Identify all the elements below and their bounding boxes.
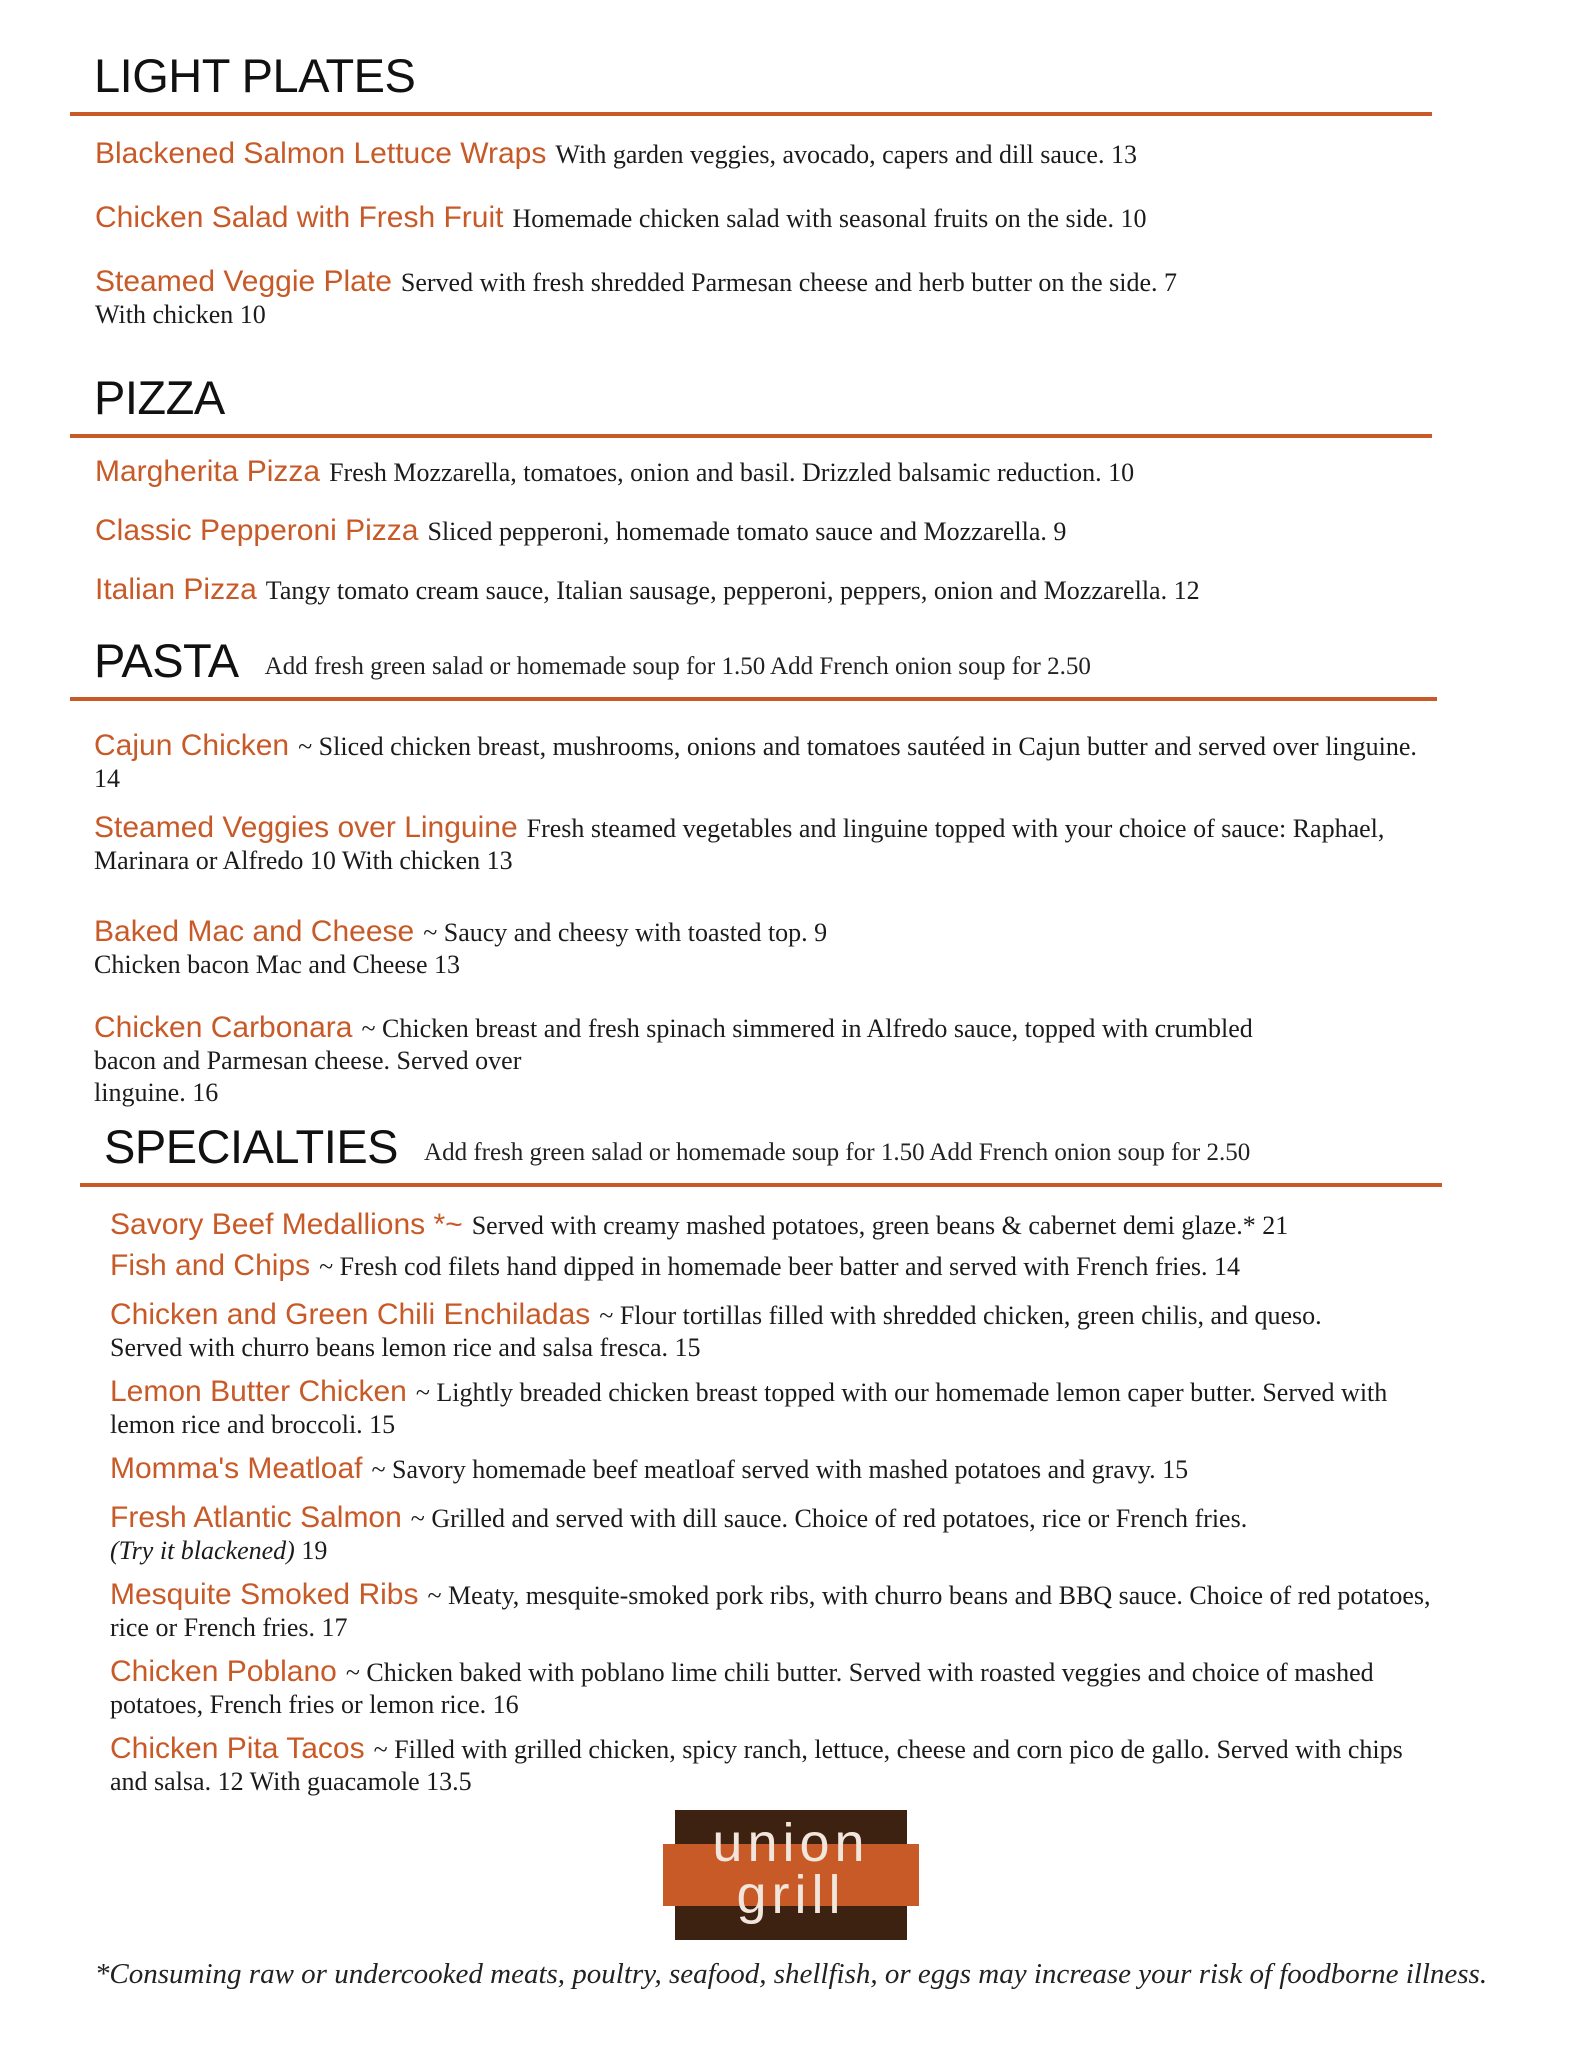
section-header-pizza: [70, 372, 1432, 438]
item-name: Lemon Butter Chicken: [110, 1375, 407, 1408]
menu-item: [95, 202, 1365, 235]
item-name: Cajun Chicken: [94, 729, 290, 762]
item-desc: ~ Sliced chicken breast, mushrooms, onions and tomatoes sautéed in Cajun butter and served over linguine. 14: [94, 732, 1417, 793]
item-name: Steamed Veggies over Linguine: [94, 811, 518, 844]
item-extra: [110, 1535, 1440, 1567]
item-extra-price: 19: [294, 1536, 328, 1565]
item-desc: ~ Filled with grilled chicken, spicy ranch, lettuce, cheese and corn pico de gallo. Served with chips and salsa. 12 With guacamole 13.5: [110, 1735, 1403, 1796]
menu-item: [110, 1299, 1380, 1364]
item-name: Italian Pizza: [95, 573, 257, 606]
menu-item: [110, 1376, 1410, 1441]
item-name: Mesquite Smoked Ribs: [110, 1578, 419, 1611]
menu-item: [94, 730, 1424, 795]
menu-item: [110, 1579, 1440, 1644]
menu-item: [110, 1733, 1410, 1798]
menu-item: [110, 1502, 1440, 1567]
item-extra-italic: (Try it blackened): [110, 1536, 295, 1565]
item-name: Chicken Pita Tacos: [110, 1732, 365, 1765]
menu-item: [110, 1250, 1440, 1283]
item-desc: ~ Chicken baked with poblano lime chili butter. Served with roasted veggies and choice of mashed potatoes, French fries or lemon rice. 16: [110, 1658, 1374, 1719]
item-name: Classic Pepperoni Pizza: [95, 514, 419, 547]
section-title: PIZZA: [94, 371, 225, 424]
item-desc: Sliced pepperoni, homemade tomato sauce and Mozzarella. 9: [427, 517, 1067, 546]
item-name: Chicken Poblano: [110, 1655, 337, 1688]
union-grill-logo: [675, 1810, 907, 1940]
logo-text-union: union: [712, 1813, 870, 1873]
item-name: Chicken and Green Chili Enchiladas: [110, 1298, 591, 1331]
item-name: Fish and Chips: [110, 1249, 311, 1282]
item-name: Steamed Veggie Plate: [95, 265, 392, 298]
item-name: Chicken Carbonara: [94, 1011, 353, 1044]
menu-item: [95, 574, 1395, 607]
item-extra: linguine. 16: [94, 1078, 219, 1107]
section-title: SPECIALTIES: [104, 1120, 399, 1173]
section-title: PASTA: [94, 634, 239, 687]
item-desc: ~ Chicken breast and fresh spinach simmered in Alfredo sauce, topped with crumbled bacon and Parmesan cheese. Served over: [94, 1014, 1253, 1075]
item-name: Savory Beef Medallions *~: [110, 1208, 463, 1241]
item-desc: ~ Flour tortillas filled with shredded chicken, green chilis, and queso. Served with churro beans lemon rice and salsa fresca. 15: [110, 1301, 1322, 1362]
item-desc: ~ Lightly breaded chicken breast topped with our homemade lemon caper butter. Served with lemon rice and broccoli. 15: [110, 1378, 1388, 1439]
item-name: Baked Mac and Cheese: [94, 915, 415, 948]
menu-item: [95, 456, 1365, 489]
menu-item: [95, 138, 1365, 171]
menu-item: [95, 266, 1365, 331]
section-note: Add fresh green salad or homemade soup for 1.50 Add French onion soup for 2.50: [424, 1139, 1251, 1166]
item-desc: Homemade chicken salad with seasonal fruits on the side. 10: [512, 204, 1147, 233]
item-desc: ~ Grilled and served with dill sauce. Choice of red potatoes, rice or French fries.: [410, 1504, 1248, 1533]
health-disclaimer: *Consuming raw or undercooked meats, poultry, seafood, shellfish, or eggs may increase your risk of foodborne illness.: [94, 1958, 1488, 1990]
item-desc: ~ Saucy and cheesy with toasted top. 9: [423, 918, 828, 947]
item-name: Fresh Atlantic Salmon: [110, 1501, 402, 1534]
menu-item: [94, 812, 1394, 877]
section-note: Add fresh green salad or homemade soup for 1.50 Add French onion soup for 2.50: [264, 653, 1091, 680]
item-desc: Served with fresh shredded Parmesan cheese and herb butter on the side. 7: [400, 268, 1178, 297]
section-header-specialties: [80, 1121, 1442, 1187]
section-header-light-plates: [70, 50, 1432, 116]
item-name: Margherita Pizza: [95, 455, 321, 488]
item-desc: Served with creamy mashed potatoes, green beans & cabernet demi glaze.* 21: [471, 1211, 1289, 1240]
item-desc: Fresh steamed vegetables and linguine topped with your choice of sauce: Raphael, Marinara or Alfredo 10 With chicken 13: [94, 814, 1385, 875]
menu-item: [110, 1453, 1440, 1486]
menu-item: [95, 515, 1365, 548]
menu-item: [94, 916, 1344, 981]
item-desc: ~ Meaty, mesquite-smoked pork ribs, with churro beans and BBQ sauce. Choice of red potatoes, rice or French fries. 17: [110, 1581, 1431, 1642]
item-name: Momma's Meatloaf: [110, 1452, 363, 1485]
section-title: LIGHT PLATES: [94, 49, 416, 102]
item-extra: With chicken 10: [95, 300, 266, 329]
item-name: Blackened Salmon Lettuce Wraps: [95, 137, 547, 170]
menu-item: [94, 1012, 1259, 1109]
item-desc: ~ Fresh cod filets hand dipped in homemade beer batter and served with French fries. 14: [319, 1252, 1241, 1281]
item-name: Chicken Salad with Fresh Fruit: [95, 201, 504, 234]
item-extra: Chicken bacon Mac and Cheese 13: [94, 950, 461, 979]
item-desc: Fresh Mozzarella, tomatoes, onion and basil. Drizzled balsamic reduction. 10: [329, 458, 1135, 487]
logo-text-grill: grill: [736, 1865, 846, 1925]
section-header-pasta: [70, 635, 1437, 701]
item-desc: Tangy tomato cream sauce, Italian sausage, pepperoni, peppers, onion and Mozzarella. 12: [265, 576, 1200, 605]
menu-item: [110, 1656, 1440, 1721]
menu-item: [110, 1209, 1440, 1242]
item-desc: ~ Savory homemade beef meatloaf served with mashed potatoes and gravy. 15: [371, 1455, 1189, 1484]
item-desc: With garden veggies, avocado, capers and dill sauce. 13: [555, 140, 1137, 169]
